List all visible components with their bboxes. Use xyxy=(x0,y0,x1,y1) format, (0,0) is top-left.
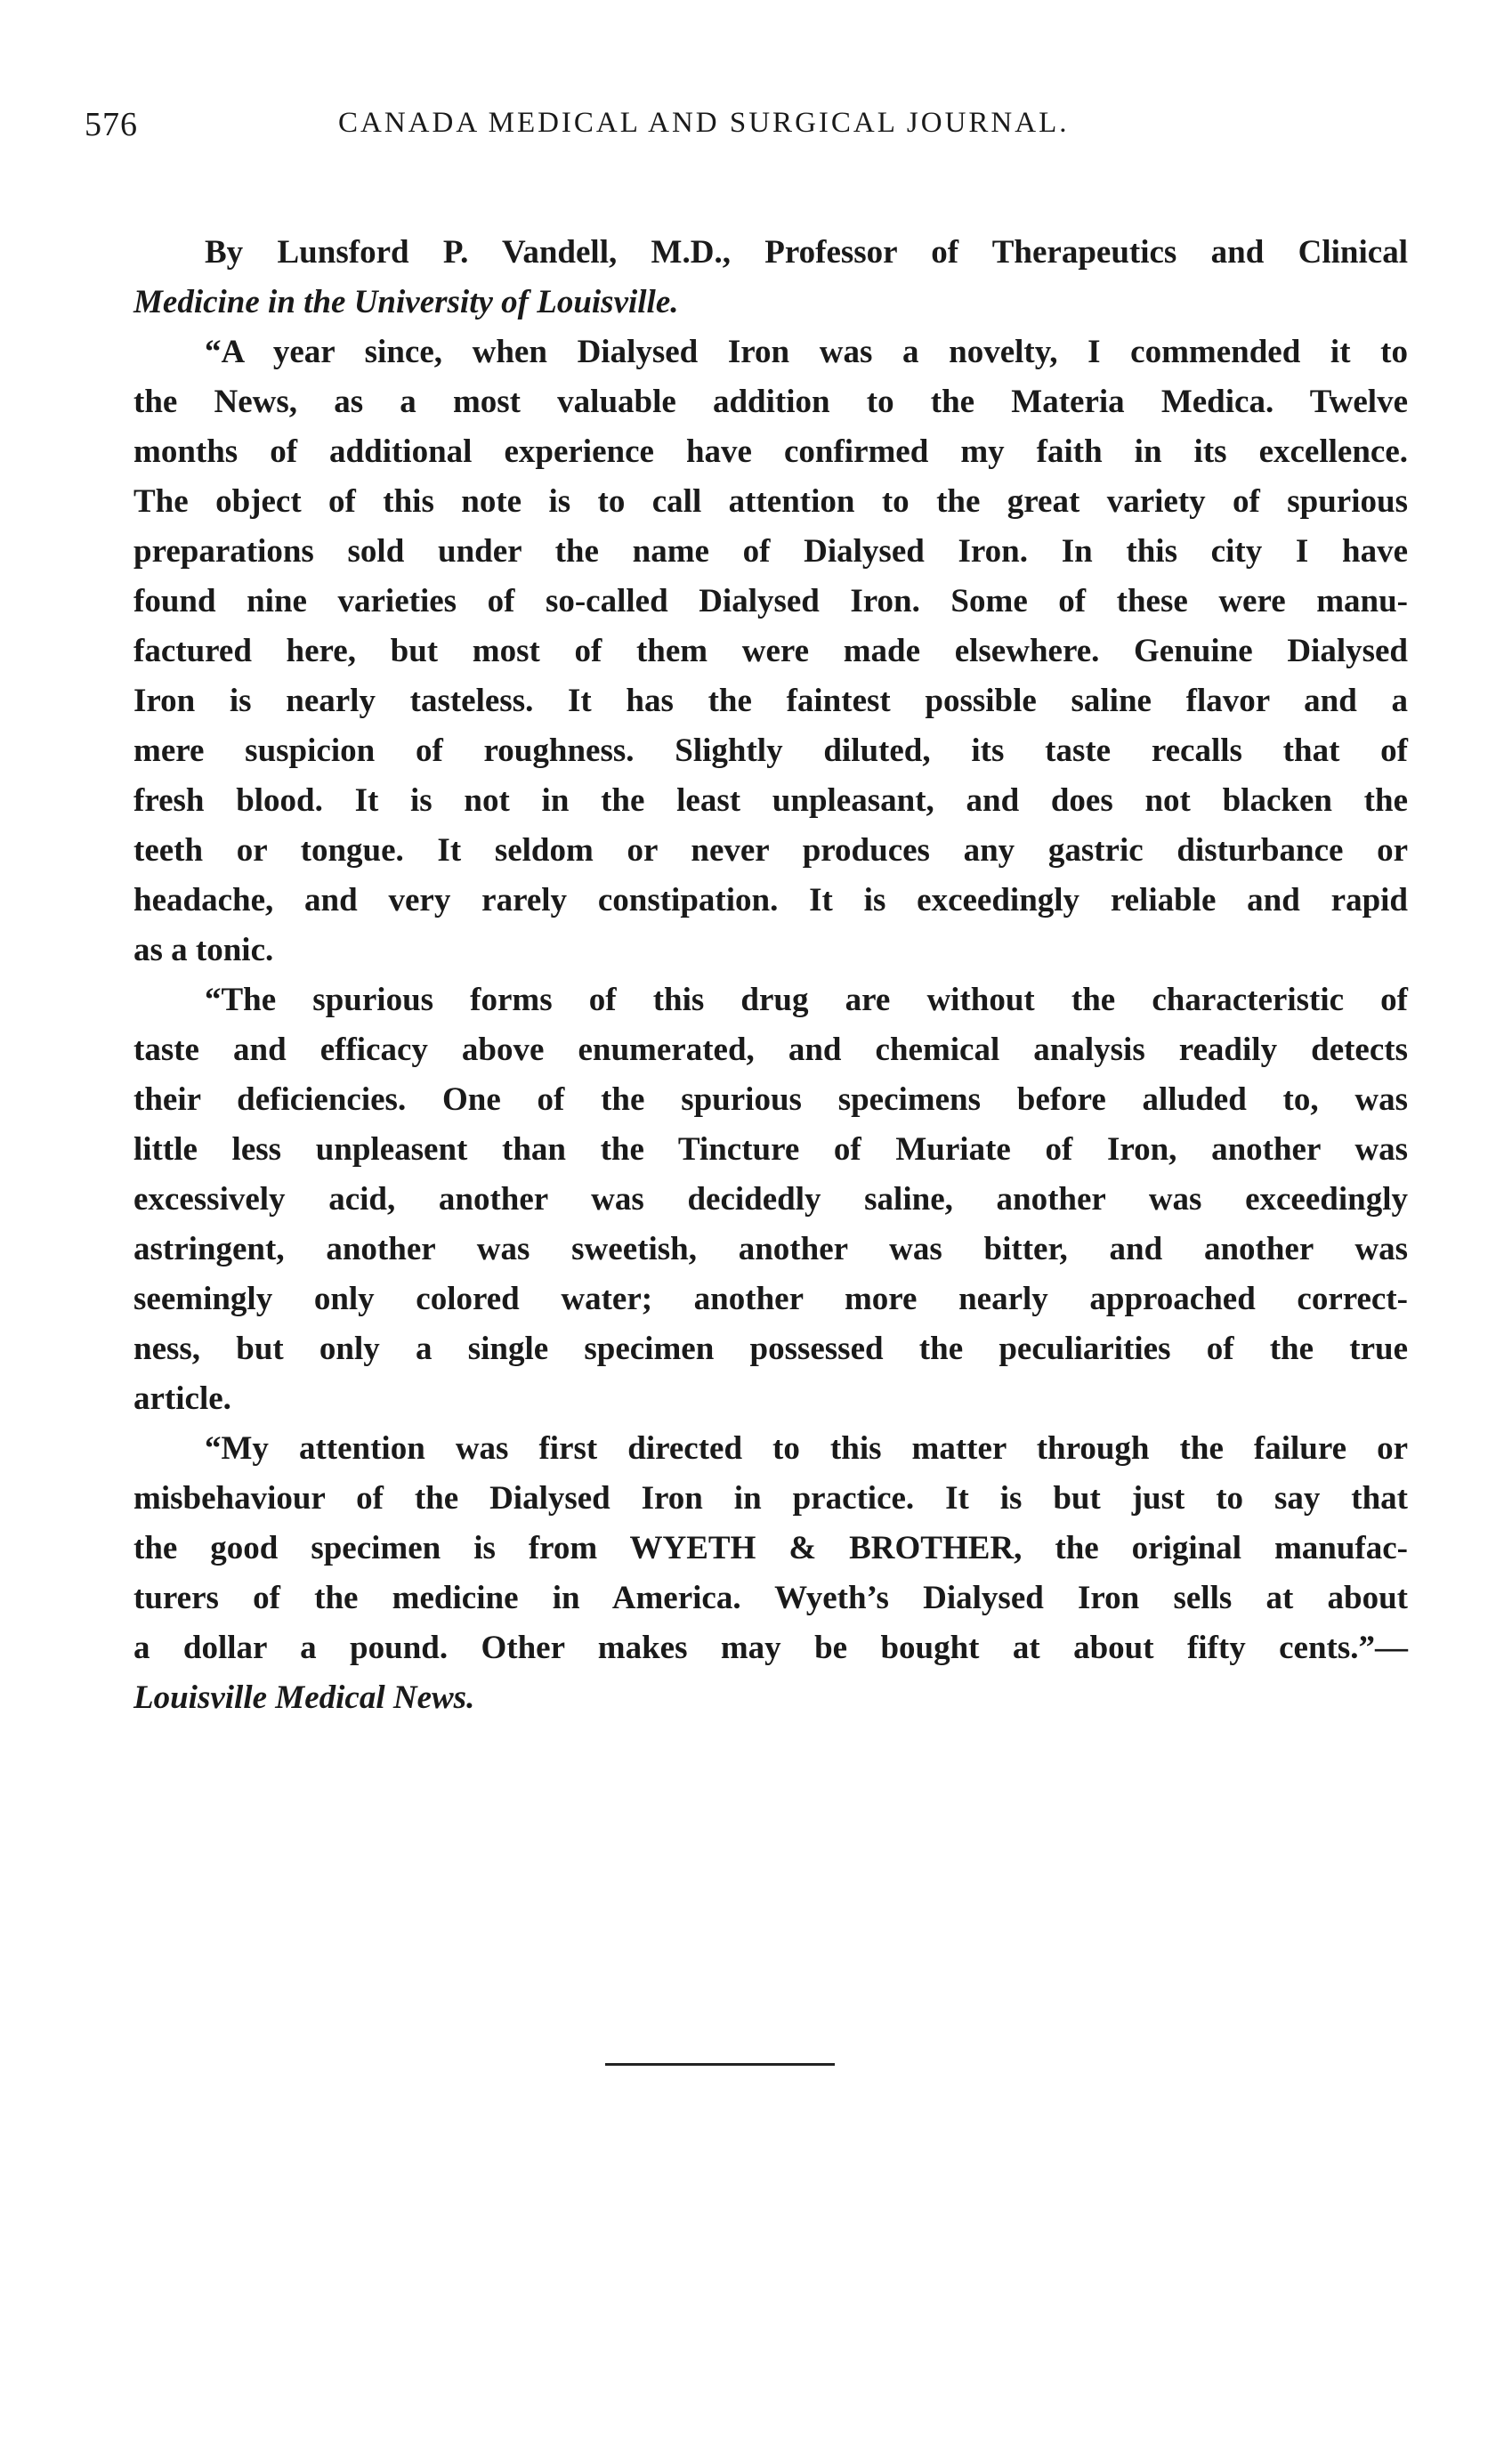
text-line: seemingly only colored water; another more nearly approached correct- xyxy=(133,1281,1408,1317)
text-line: taste and efficacy above enumerated, and chemical analysis readily detects xyxy=(133,1032,1408,1068)
text-line: headache, and very rarely constipation. It is exceedingly reliable and rapid xyxy=(133,882,1408,918)
text-line: a dollar a pound. Other makes may be bought at about fifty cents.”— xyxy=(133,1630,1408,1666)
text-line: as a tonic. xyxy=(133,932,274,968)
source-citation: Louisville Medical News. xyxy=(133,1679,475,1716)
byline-line: By Lunsford P. Vandell, M.D., Professor of Therapeutics and Clinical xyxy=(205,234,1408,271)
text-line: preparations sold under the name of Dialysed Iron. In this city I have xyxy=(133,533,1408,570)
text-line: teeth or tongue. It seldom or never produces any gastric disturbance or xyxy=(133,832,1408,869)
journal-title: CANADA MEDICAL AND SURGICAL JOURNAL. xyxy=(338,107,1070,139)
text-line: turers of the medicine in America. Wyeth’s Dialysed Iron sells at about xyxy=(133,1580,1408,1616)
text-line: astringent, another was sweetish, another was bitter, and another was xyxy=(133,1231,1408,1267)
text-line: excessively acid, another was decidedly saline, another was exceedingly xyxy=(133,1181,1408,1218)
text-line: the News, as a most valuable addition to the Materia Medica. Twelve xyxy=(133,384,1408,420)
text-line: ness, but only a single specimen possessed the peculiarities of the true xyxy=(133,1331,1408,1367)
text-line: fresh blood. It is not in the least unpleasant, and does not blacken the xyxy=(133,782,1408,819)
text-line: found nine varieties of so-called Dialysed Iron. Some of these were manu- xyxy=(133,583,1408,619)
text-line: The object of this note is to call attention to the great variety of spurious xyxy=(133,483,1408,520)
text-line: months of additional experience have confirmed my faith in its excellence. xyxy=(133,433,1408,470)
text-line: misbehaviour of the Dialysed Iron in practice. It is but just to say that xyxy=(133,1480,1408,1517)
text-line: “My attention was first directed to this matter through the failure or xyxy=(205,1430,1408,1467)
text-line: little less unpleasent than the Tincture of Muriate of Iron, another was xyxy=(133,1131,1408,1168)
text-line: their deficiencies. One of the spurious specimens before alluded to, was xyxy=(133,1081,1408,1118)
text-line: Iron is nearly tasteless. It has the faintest possible saline flavor and a xyxy=(133,683,1408,719)
paragraph-1 xyxy=(133,328,1408,975)
text-line: article. xyxy=(133,1380,231,1417)
byline xyxy=(133,228,1408,328)
paragraph-3 xyxy=(133,1424,1408,1723)
text-line: factured here, but most of them were made elsewhere. Genuine Dialysed xyxy=(133,633,1408,669)
text-line: “A year since, when Dialysed Iron was a novelty, I commended it to xyxy=(205,334,1408,370)
text-line: the good specimen is from WYETH & BROTHER, the original manufac- xyxy=(133,1530,1408,1566)
article-body xyxy=(133,228,1408,1723)
section-divider xyxy=(605,2063,835,2066)
text-line: mere suspicion of roughness. Slightly diluted, its taste recalls that of xyxy=(133,732,1408,769)
byline-line: Medicine in the University of Louisville. xyxy=(133,284,679,320)
text-line: “The spurious forms of this drug are without the characteristic of xyxy=(205,982,1408,1018)
paragraph-2 xyxy=(133,975,1408,1424)
running-head xyxy=(85,105,1384,150)
page-number: 576 xyxy=(85,106,138,143)
